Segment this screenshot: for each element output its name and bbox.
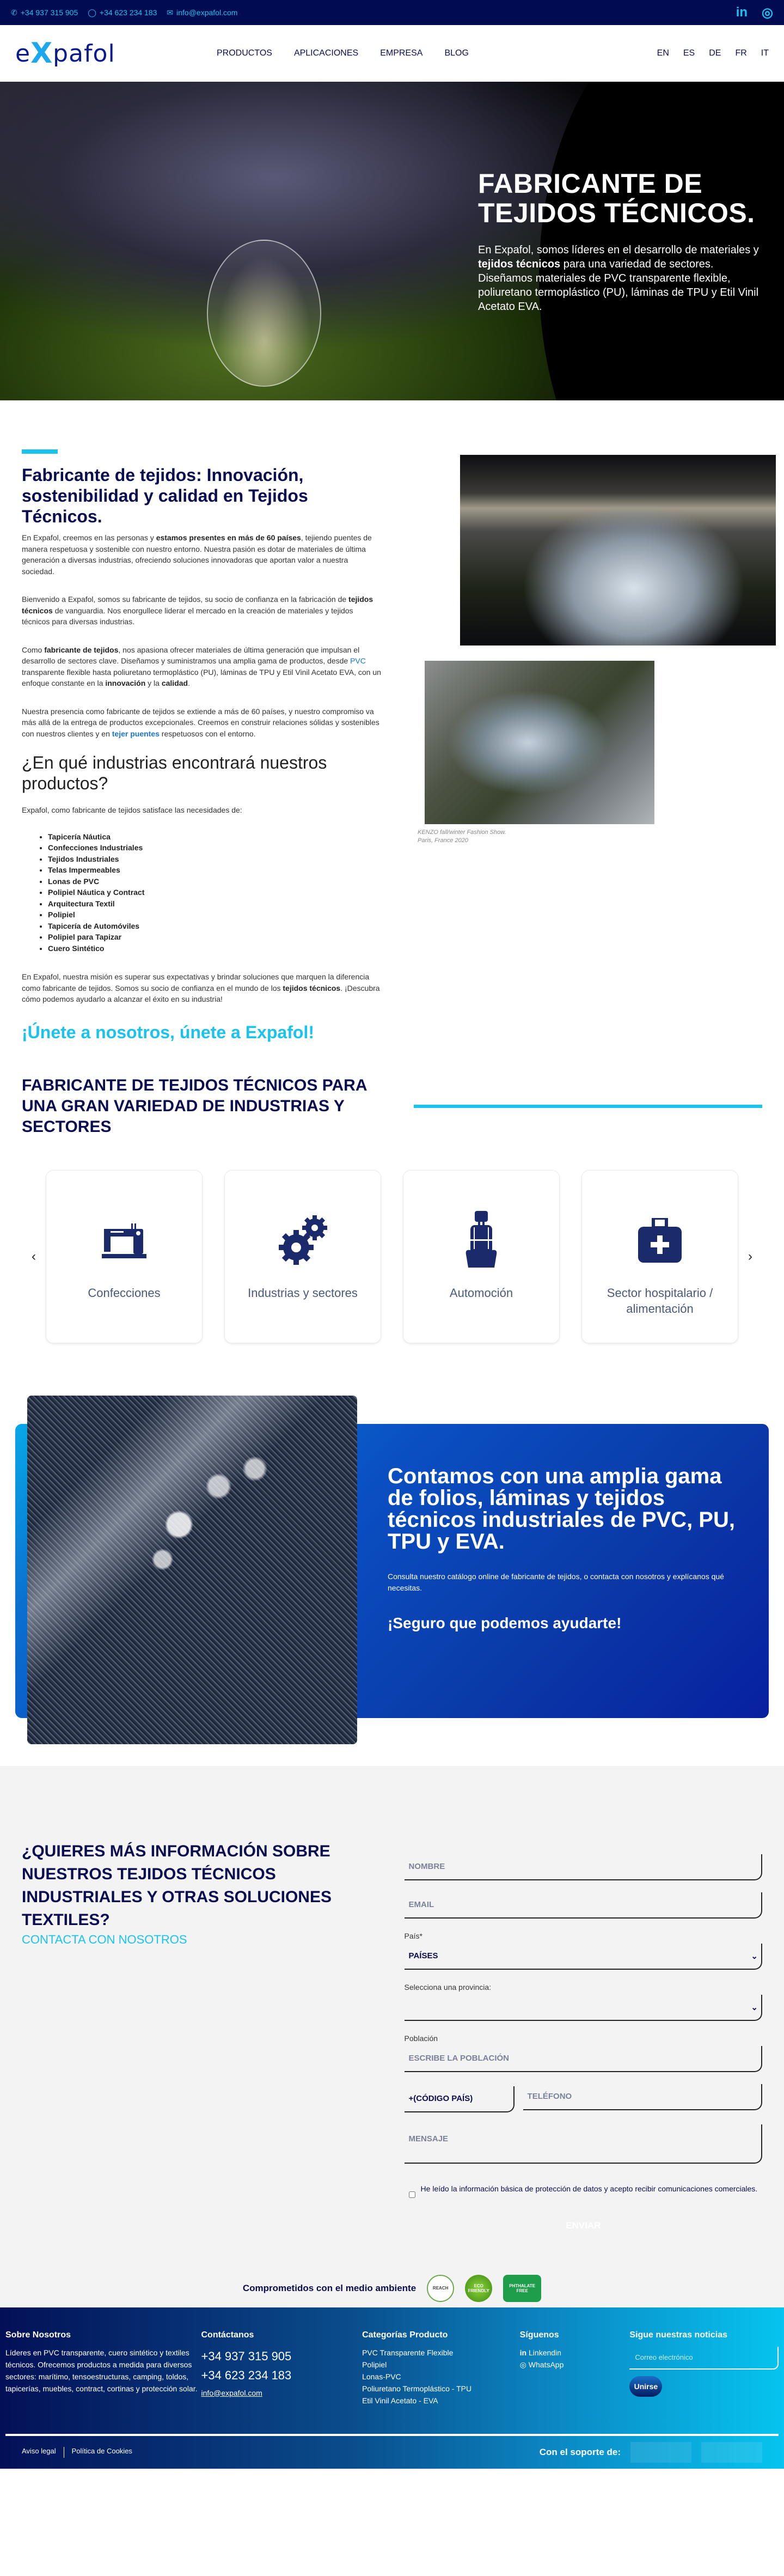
list-item: • Arquitectura Textil: [48, 898, 381, 910]
car-seat-icon: [465, 1211, 498, 1271]
list-item: • Confecciones Industriales: [48, 842, 381, 854]
gears-icon: [275, 1211, 330, 1271]
intro-title: Fabricante de tejidos: Innovación, sostenibilidad y calidad en Tejidos Técnicos.: [22, 465, 308, 526]
industries-list: [48, 831, 381, 954]
footer-about: Sobre Nosotros Líderes en PVC transparente, cuero sintético y textiles técnicos. Ofrecemos productos a medida para diversos sectores: marítimo, tensoestructuras, camping, toldos, tapicerías, muebles, contract, cortinas y protección solar.: [5, 2330, 198, 2393]
list-item: • Tapicería de Automóviles: [48, 921, 381, 932]
top-bar: [0, 0, 784, 25]
country-code-select[interactable]: +(CÓDIGO PAÍS): [405, 2086, 514, 2112]
pvc-link[interactable]: PVC: [350, 656, 366, 665]
contact-cta: CONTACTA CON NOSOTROS: [22, 1932, 187, 1946]
submit-button[interactable]: ENVIAR: [566, 2220, 601, 2231]
footer-category-link[interactable]: Polipiel: [362, 2360, 387, 2369]
hero-bubble-tent-image: [207, 240, 321, 387]
whatsapp-icon[interactable]: ◎: [762, 5, 773, 20]
language-switcher: [657, 48, 769, 58]
promo-text: Consulta nuestro catálogo online de fabricante de tejidos, o contacta con nosotros y explícanos qué necesitas.: [388, 1572, 724, 1592]
province-label: Selecciona una provincia:: [404, 1982, 492, 1992]
whatsapp-icon: ◎: [519, 2360, 526, 2369]
contact-form: [405, 1840, 762, 2231]
intro-paragraph: Bienvenido a Expafol, somos su fabricante de tejidos, su socio de confianza en la fabricación de tejidos técnicos de vanguardia. Nos enorgullece liderar el mercado en la creación de materiales y tejidos técnicos para diversas industrias.: [22, 595, 373, 626]
sector-card-confecciones[interactable]: [46, 1170, 203, 1343]
top-social: [736, 5, 773, 21]
newsletter-join-button[interactable]: Unirse: [629, 2376, 662, 2397]
eco-section: [0, 2253, 784, 2307]
nav-blog[interactable]: BLOG: [444, 48, 469, 58]
nav-empresa[interactable]: EMPRESA: [380, 48, 423, 58]
card-label: Automoción: [449, 1286, 513, 1300]
sectors-carousel: [22, 1170, 762, 1343]
card-label: Confecciones: [88, 1286, 161, 1300]
name-input[interactable]: NOMBRE: [405, 1854, 762, 1880]
photo-caption: KENZO fall/winter Fashion Show. Paris, France 2020: [418, 829, 506, 844]
country-select[interactable]: PAÍSES ⌄: [405, 1944, 762, 1970]
list-item: • Cuero Sintético: [48, 943, 381, 954]
contact-title: ¿QUIERES MÁS INFORMACIÓN SOBRE NUESTROS TEJIDOS TÉCNICOS INDUSTRIALES Y OTRAS SOLUCIONES TEXTILES?: [22, 1842, 332, 1929]
carousel-prev-button[interactable]: ‹: [32, 1249, 36, 1264]
promo-cta: ¡Seguro que podemos ayudarte!: [388, 1614, 622, 1631]
email-input[interactable]: EMAIL: [405, 1892, 762, 1919]
intro-paragraph: En Expafol, creemos en las personas y estamos presentes en más de 60 países, tejiendo puentes de manera respetuosa y sostenible con nuestro entorno. Nuestra pasión es dotar de materiales de última generación a diversas industrias, ofreciendo soluciones innovadoras que aportan valor a nuestra sociedad.: [22, 533, 372, 576]
sponsor-logo: [701, 2442, 762, 2463]
hero-banner: [0, 82, 784, 400]
accent-bar: [22, 449, 58, 454]
intro-paragraph: Como fabricante de tejidos, nos apasiona ofrecer materiales de última generación que impulsan el desarrollo de sectores clave. Diseñamos y suministramos una amplia gama de productos, desde PVC transparente flexible hasta poliuretano termoplástico (PU), láminas de TPU y Etil Vinil Acetato EVA, con un enfoque constante en la innovación y la calidad.: [22, 645, 381, 687]
accent-line: [414, 1105, 762, 1108]
nav-aplicaciones[interactable]: APLICACIONES: [293, 48, 359, 58]
list-item: • Polipiel Náutica y Contract: [48, 887, 381, 898]
footer-category-link[interactable]: Etil Vinil Acetato - EVA: [362, 2396, 438, 2405]
list-item: • Telas Impermeables: [48, 864, 381, 876]
sponsor-logo: [630, 2442, 691, 2463]
chevron-down-icon: ⌄: [751, 2002, 758, 2012]
town-label: Población: [404, 2033, 438, 2043]
footer-contact: Contáctanos +34 937 315 905 +34 623 234 183 info@expafol.com: [201, 2329, 363, 2407]
main-header: [0, 25, 784, 82]
first-aid-kit-icon: [637, 1211, 683, 1271]
sector-card-industrias[interactable]: [224, 1170, 381, 1343]
list-item: • Polipiel: [48, 909, 381, 921]
footer-phone-1[interactable]: +34 937 315 905: [201, 2349, 292, 2363]
whatsapp-icon: ◯: [88, 8, 96, 17]
industries-intro: Expafol, como fabricante de tejidos satisface las necesidades de:: [22, 806, 242, 814]
card-label: Industrias y sectores: [248, 1286, 358, 1300]
legal-links: [22, 2447, 132, 2458]
hero-text: En Expafol, somos líderes en el desarrollo de materiales y tejidos técnicos para una variedad de sectores. Diseñamos materiales de PVC transparente flexible, poliuretano termoplástico (PU), láminas de TPU y Etil Vinil Acetato EVA.: [478, 244, 759, 313]
eco-friendly-badge-icon: ECO FRIENDLY: [465, 2275, 492, 2302]
eco-title: Comprometidos con el medio ambiente: [242, 2282, 416, 2293]
sectors-section: [0, 1043, 784, 1343]
join-heading: ¡Únete a nosotros, únete a Expafol!: [22, 1022, 314, 1042]
card-label: Sector hospitalario / alimentación: [607, 1286, 713, 1316]
footer-email-link[interactable]: info@expafol.com: [201, 2388, 262, 2397]
chevron-down-icon: ⌄: [751, 1951, 758, 1961]
footer: [0, 2307, 784, 2469]
main-nav: [217, 48, 657, 58]
carousel-next-button[interactable]: ›: [748, 1249, 752, 1264]
whatsapp-link[interactable]: ◯ +34 623 234 183: [88, 8, 157, 17]
country-label: País*: [404, 1931, 423, 1940]
phone-input[interactable]: TELÉFONO: [523, 2084, 762, 2110]
footer-category-link[interactable]: Poliuretano Termoplástico - TPU: [362, 2384, 472, 2393]
kenzo-aerial-photo: [420, 656, 659, 829]
intro-paragraph: Nuestra presencia como fabricante de tejidos se extiende a más de 60 países, y nuestro compromiso va más allá de la entrega de productos excepcionales. Creemos en construir relaciones sólidas y sostenibles con nuestros clientes y en tejer puentes respetuosos con el entorno.: [22, 707, 379, 738]
nav-productos[interactable]: PRODUCTOS: [217, 48, 272, 58]
hero-title: FABRICANTE DE TEJIDOS TÉCNICOS.: [478, 168, 755, 228]
list-item: • Polipiel para Tapizar: [48, 931, 381, 943]
email-link[interactable]: ✉ info@expafol.com: [167, 8, 238, 17]
promo-title: Contamos con una amplia gama de folios, láminas y tejidos técnicos industriales de PVC, PU, TPU y EVA.: [388, 1464, 735, 1554]
hero-content: [478, 169, 761, 314]
town-input[interactable]: ESCRIBE LA POBLACIÓN: [405, 2046, 762, 2072]
list-item: • Lonas de PVC: [48, 876, 381, 887]
top-contacts: [11, 8, 237, 17]
cookies-policy-link[interactable]: Política de Cookies: [71, 2446, 132, 2455]
sector-card-automocion[interactable]: [403, 1170, 560, 1343]
sectors-title: FABRICANTE DE TEJIDOS TÉCNICOS PARA UNA GRAN VARIEDAD DE INDUSTRIAS Y SECTORES: [22, 1076, 367, 1136]
contact-section: [0, 1766, 784, 2253]
consent-checkbox[interactable]: [409, 2191, 415, 2199]
lang-es[interactable]: ES: [683, 48, 695, 58]
sector-card-hospitalario[interactable]: [581, 1170, 738, 1343]
lang-de[interactable]: DE: [709, 48, 721, 58]
newsletter-email-input[interactable]: Correo electrónico: [629, 2347, 779, 2370]
legal-notice-link[interactable]: Aviso legal: [22, 2446, 56, 2455]
promo-content: [388, 1465, 736, 1632]
phthalate-free-badge-icon: PHTHALATE FREE: [503, 2275, 541, 2302]
footer-phone-2[interactable]: +34 623 234 183: [201, 2368, 292, 2382]
promo-section: [0, 1385, 784, 1766]
logo[interactable]: e X pafol: [15, 37, 115, 70]
footer-category-link[interactable]: PVC Transparente Flexible: [362, 2348, 454, 2357]
footer-newsletter: Sigue nuestras noticias Correo electrónico Unirse: [629, 2329, 779, 2407]
list-item: • Tapicería Náutica: [48, 831, 381, 843]
lang-en[interactable]: EN: [657, 48, 669, 58]
phone-link[interactable]: ✆ +34 937 315 905: [11, 8, 78, 17]
footer-category-link[interactable]: Lonas-PVC: [362, 2372, 401, 2381]
linkedin-icon[interactable]: in: [736, 4, 748, 20]
intro-section: [0, 400, 784, 1043]
intro-paragraph: En Expafol, nuestra misión es superar sus expectativas y brindar soluciones que marquen la diferencia como fabricante de tejidos. Somos su socio de confianza en el mundo de los tejidos técnicos. ¡Descubra cómo podemos ayudarlo a alcanzar el éxito en su industria!: [22, 972, 380, 1003]
industries-subtitle: ¿En qué industrias encontrará nuestros productos?: [22, 753, 327, 793]
message-textarea[interactable]: MENSAJE: [405, 2124, 762, 2164]
sewing-machine-icon: [100, 1211, 149, 1271]
list-item: • Tejidos Industriales: [48, 854, 381, 865]
lang-it[interactable]: IT: [761, 48, 769, 58]
kenzo-night-photo: [460, 455, 776, 645]
support-logos: Con el soporte de:: [540, 2442, 762, 2463]
waterproof-fabric-image: [27, 1396, 357, 1744]
tejer-puentes-link[interactable]: tejer puentes: [112, 729, 160, 738]
mail-icon: ✉: [167, 8, 174, 17]
intro-images: [403, 449, 762, 847]
reach-badge-icon: REACH: [427, 2275, 454, 2302]
province-select[interactable]: [405, 1995, 762, 2021]
consent-label: He leído la información básica de protección de datos y acepto recibir comunicaciones comerciales.: [420, 2184, 758, 2193]
footer-linkedin-link[interactable]: in Linkendin: [519, 2348, 561, 2357]
footer-whatsapp-link[interactable]: ◎ WhatsApp: [519, 2360, 564, 2369]
footer-follow: Síguenos in Linkendin ◎ WhatsApp: [520, 2329, 630, 2407]
footer-categories: Categorías Producto PVC Transparente Flexible Polipiel Lonas-PVC Poliuretano Termoplástico - TPU Etil Vinil Acetato - EVA: [362, 2329, 520, 2407]
intro-text-column: [22, 449, 381, 1043]
consent-checkbox-row: [405, 2183, 762, 2199]
linkedin-icon: in: [519, 2348, 527, 2357]
phone-icon: ✆: [11, 8, 17, 17]
lang-fr[interactable]: FR: [735, 48, 747, 58]
